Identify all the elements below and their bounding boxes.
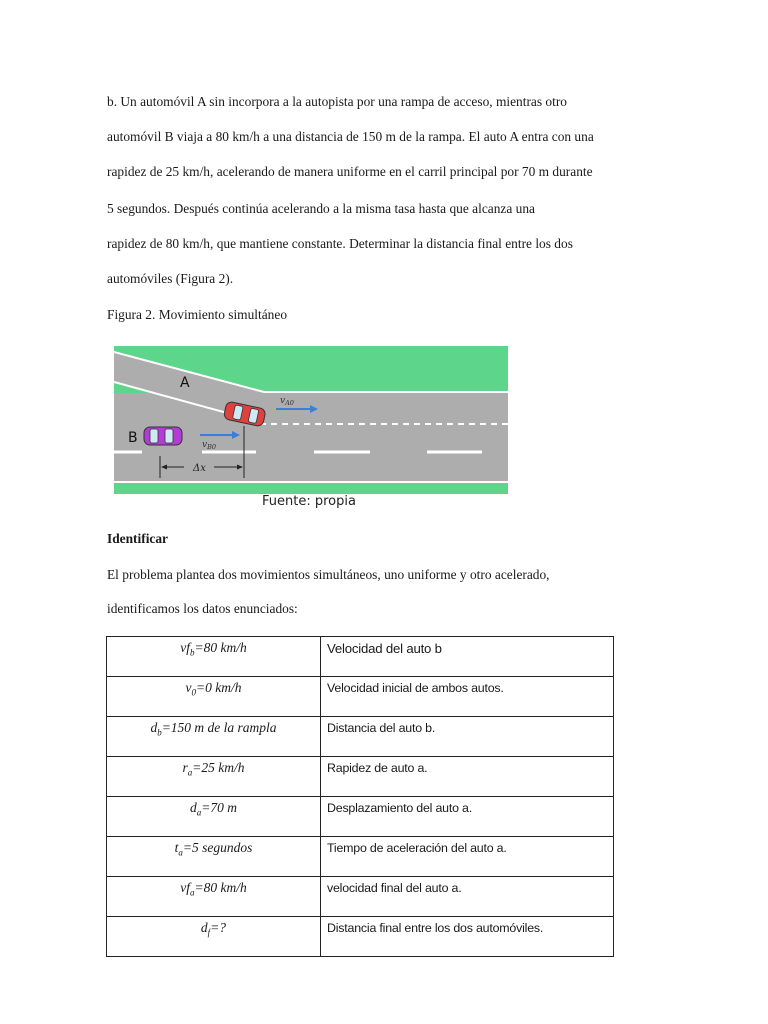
label-b: B — [128, 430, 138, 446]
description-cell: velocidad final del auto a. — [321, 877, 614, 917]
section-heading: Identificar — [107, 531, 168, 546]
table-row — [107, 677, 614, 717]
description-cell: Distancia final entre los dos automóviles. — [321, 917, 614, 957]
problem-line-1: b. Un automóvil A sin incorpora a la autopista por una rampa de acceso, mientras otro — [107, 94, 567, 109]
problem-line-6: automóviles (Figura 2). — [107, 271, 234, 286]
description-cell: Distancia del auto b. — [321, 717, 614, 757]
description-cell: Rapidez de auto a. — [321, 757, 614, 797]
problem-line-2: automóvil B viaja a 80 km/h a una distancia de 150 m de la rampa. El auto A entra con una — [107, 129, 594, 144]
description-cell: Desplazamiento del auto a. — [321, 797, 614, 837]
variable-cell: $vf_b=80$ km/h — [107, 637, 321, 677]
table-row — [107, 837, 614, 877]
description-cell: Tiempo de aceleración del auto a. — [321, 837, 614, 877]
problem-line-4: 5 segundos. Después continúa acelerando a la misma tasa hasta que alcanza una — [107, 201, 535, 216]
car-b — [144, 427, 182, 445]
variable-cell: $d_a=70$ m — [107, 797, 321, 837]
figure-source: Fuente: propia — [262, 494, 356, 509]
label-a: A — [180, 375, 190, 391]
variable-cell: $vf_a=80$ km/h — [107, 877, 321, 917]
velocity-label-a: $v_{A0}$ — [280, 396, 294, 407]
table-row — [107, 877, 614, 917]
description-cell: Velocidad del auto b — [321, 637, 614, 677]
table-row — [107, 797, 614, 837]
variable-cell: $d_b=150$ m de la rampla — [107, 717, 321, 757]
description-cell: Velocidad inicial de ambos autos. — [321, 677, 614, 717]
table-row — [107, 717, 614, 757]
variable-cell: $t_a=5$ segundos — [107, 837, 321, 877]
section-line-2: identificamos los datos enunciados: — [107, 601, 298, 616]
table-row — [107, 917, 614, 957]
table-row — [107, 757, 614, 797]
variable-cell: $v_0=0$ km/h — [107, 677, 321, 717]
delta-x-label: Δx — [193, 463, 206, 474]
variable-cell: $r_a=25$ km/h — [107, 757, 321, 797]
variable-cell: $d_f=$? — [107, 917, 321, 957]
problem-line-3: rapidez de 25 km/h, acelerando de manera uniforme en el carril principal por 70 m durante — [107, 164, 593, 179]
road-figure — [114, 346, 508, 494]
problem-line-5: rapidez de 80 km/h, que mantiene constante. Determinar la distancia final entre los dos — [107, 236, 573, 251]
velocity-label-b: $v_{B0}$ — [202, 440, 217, 451]
section-line-1: El problema plantea dos movimientos simultáneos, uno uniforme y otro acelerado, — [107, 567, 550, 582]
table-row — [107, 637, 614, 677]
figure-caption: Figura 2. Movimiento simultáneo — [107, 307, 288, 322]
data-table — [106, 636, 614, 957]
